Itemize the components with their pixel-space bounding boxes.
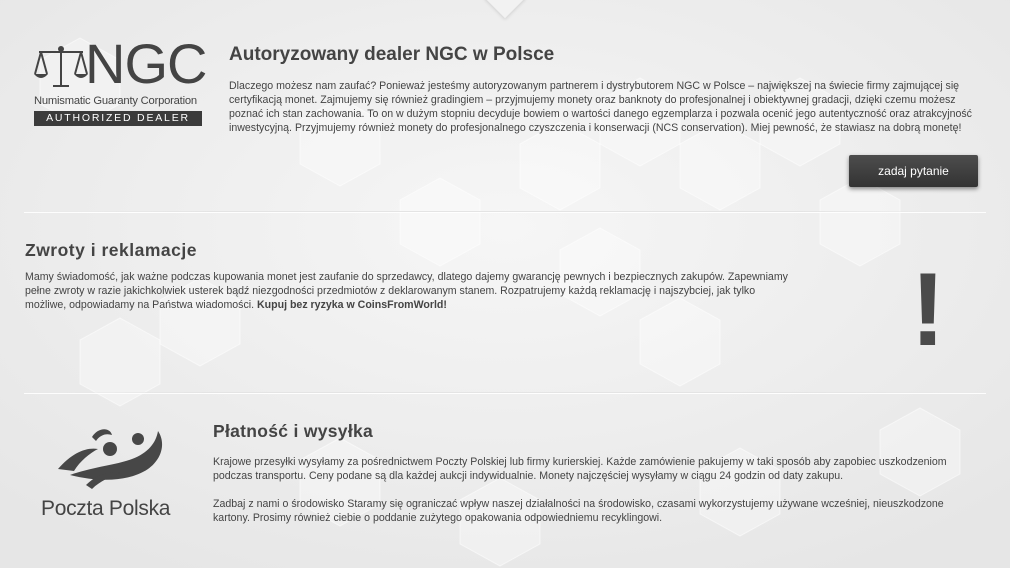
returns-section-text [25,270,795,312]
environment-text: Zadbaj z nami o środowisko Staramy się ograniczać wpływ naszej działalności na środowisko, czasami wykorzystujemy używane wcześniej, nieuszkodzone kartony. Prosimy również ciebie o poddanie zużytego opakowania odpowiedniemu recyklingowi. [213,498,944,524]
ngc-logo-letters: NGC [85,32,207,95]
returns-section-title: Zwroty i reklamacje [25,240,197,260]
poczta-polska-logo-text: Poczta Polska [41,497,171,520]
ngc-section-text: Dlaczego możesz nam zaufać? Ponieważ jesteśmy autoryzowanym partnerem i dystrybutorem NGC w Polsce – największej na świecie firmy zajmującej się certyfikacją monet. Zajmujemy się również gradingiem – przyjmujemy monety oraz banknoty do profesjonalnej i obiektywnej gradacji, dzięki czemu możesz poznać ich stan zachowania. To on w dużym stopniu decyduje bowiem o wartości danego egzemplarza i pozwala ocenić jego autentyczność oraz atrakcyjność inwestycyjną. Przyjmujemy również monety do profesjonalnego czyszczenia i konserwacji (NCS conservation). Miej pewność, że stawiasz na dobrą monetę! [229,80,972,134]
scale-icon [33,44,89,90]
ngc-logo [33,32,207,128]
shipping-section-text: Krajowe przesyłki wysyłamy za pośrednictwem Poczty Polskiej lub firmy kurierskiej. Każde zamówienie pakujemy w taki sposób aby zapobiec uszkodzeniom podczas transportu. Ceny podane są dla każdej aukcji indywidualnie. Monety najczęściej wysyłamy w ciągu 24 godzin od daty zakupu. [213,456,947,482]
ask-question-button[interactable]: zadaj pytanie [849,155,978,187]
poczta-polska-logo [38,423,186,525]
exclamation-icon: ! [910,252,946,368]
returns-text-body: Mamy świadomość, jak ważne podczas kupowania monet jest zaufanie do sprzedawcy, dlatego dajemy gwarancję pewnych i bezpiecznych zakupów. Zapewniamy pełne zwroty w razie jakichkolwiek usterek bądź niezgodności przedmiotów z deklarowanym stanem. Rozpatrujemy każdą reklamację i najszybciej, jak tylko możliwe, odpowiadamy na Państwa wiadomości. [25,271,788,311]
ngc-section-title: Autoryzowany dealer NGC w Polsce [229,44,555,65]
posthorn-icon [52,423,170,489]
returns-text-bold: Kupuj bez ryzyka w CoinsFromWorld! [257,299,447,311]
ngc-logo-authorized-dealer: AUTHORIZED DEALER [34,111,202,126]
ngc-logo-corporation: Numismatic Guaranty Corporation [34,95,197,107]
section-divider [24,392,986,393]
shipping-section-title: Płatność i wysyłka [213,421,374,441]
section-divider [24,211,986,212]
